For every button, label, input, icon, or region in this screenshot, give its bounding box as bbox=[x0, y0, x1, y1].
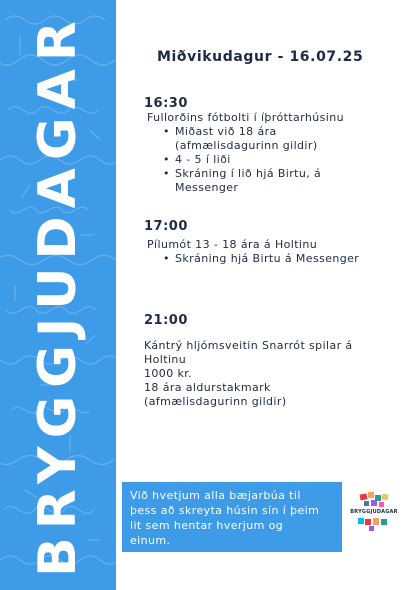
event-time-2: 17:00 bbox=[144, 219, 188, 234]
event-title-2: Pílumót 13 - 18 ára á Holtinu bbox=[147, 238, 318, 251]
date-heading: Miðvikudagur - 16.07.25 bbox=[157, 49, 364, 65]
event-line: Holtinu bbox=[144, 353, 187, 366]
event-time-3: 21:00 bbox=[144, 313, 188, 328]
event-line: (afmælisdagurinn gildir) bbox=[144, 395, 287, 408]
callout-box bbox=[122, 482, 342, 552]
vertical-title: BRYGGJUDAGAR bbox=[28, 13, 88, 577]
event-bullets-1 bbox=[161, 125, 366, 195]
sidebar-banner bbox=[0, 0, 116, 590]
event-time-1: 16:30 bbox=[144, 96, 188, 111]
callout-line: þess að skreyta húsin sín í þeim bbox=[130, 504, 320, 517]
event-bullets-2 bbox=[161, 252, 381, 266]
callout-line: Við hvetjum alla bæjarbúa til bbox=[130, 489, 301, 502]
list-item: • Skráning í lið hjá Birtu, á Messenger bbox=[161, 167, 366, 195]
callout-line: einum. bbox=[130, 534, 171, 547]
event-line: Kántrý hljómsveitin Snarrót spilar á bbox=[144, 339, 353, 352]
list-item: • Skráning hjá Birtu á Messenger bbox=[161, 252, 381, 266]
callout-line: lit sem hentar hverjum og bbox=[130, 519, 284, 532]
event-line: 18 ára aldurstakmark bbox=[144, 381, 271, 394]
event-line: 1000 kr. bbox=[144, 367, 193, 380]
event-title-1: Fullorðins fótbolti í íþróttarhúsinu bbox=[147, 111, 344, 124]
list-item: • 4 - 5 í liði bbox=[161, 153, 366, 167]
logo-text: BRYGGJUDAGAR bbox=[350, 509, 398, 515]
list-item: • Miðast við 18 ára (afmælisdagurinn gildir) bbox=[161, 125, 366, 153]
